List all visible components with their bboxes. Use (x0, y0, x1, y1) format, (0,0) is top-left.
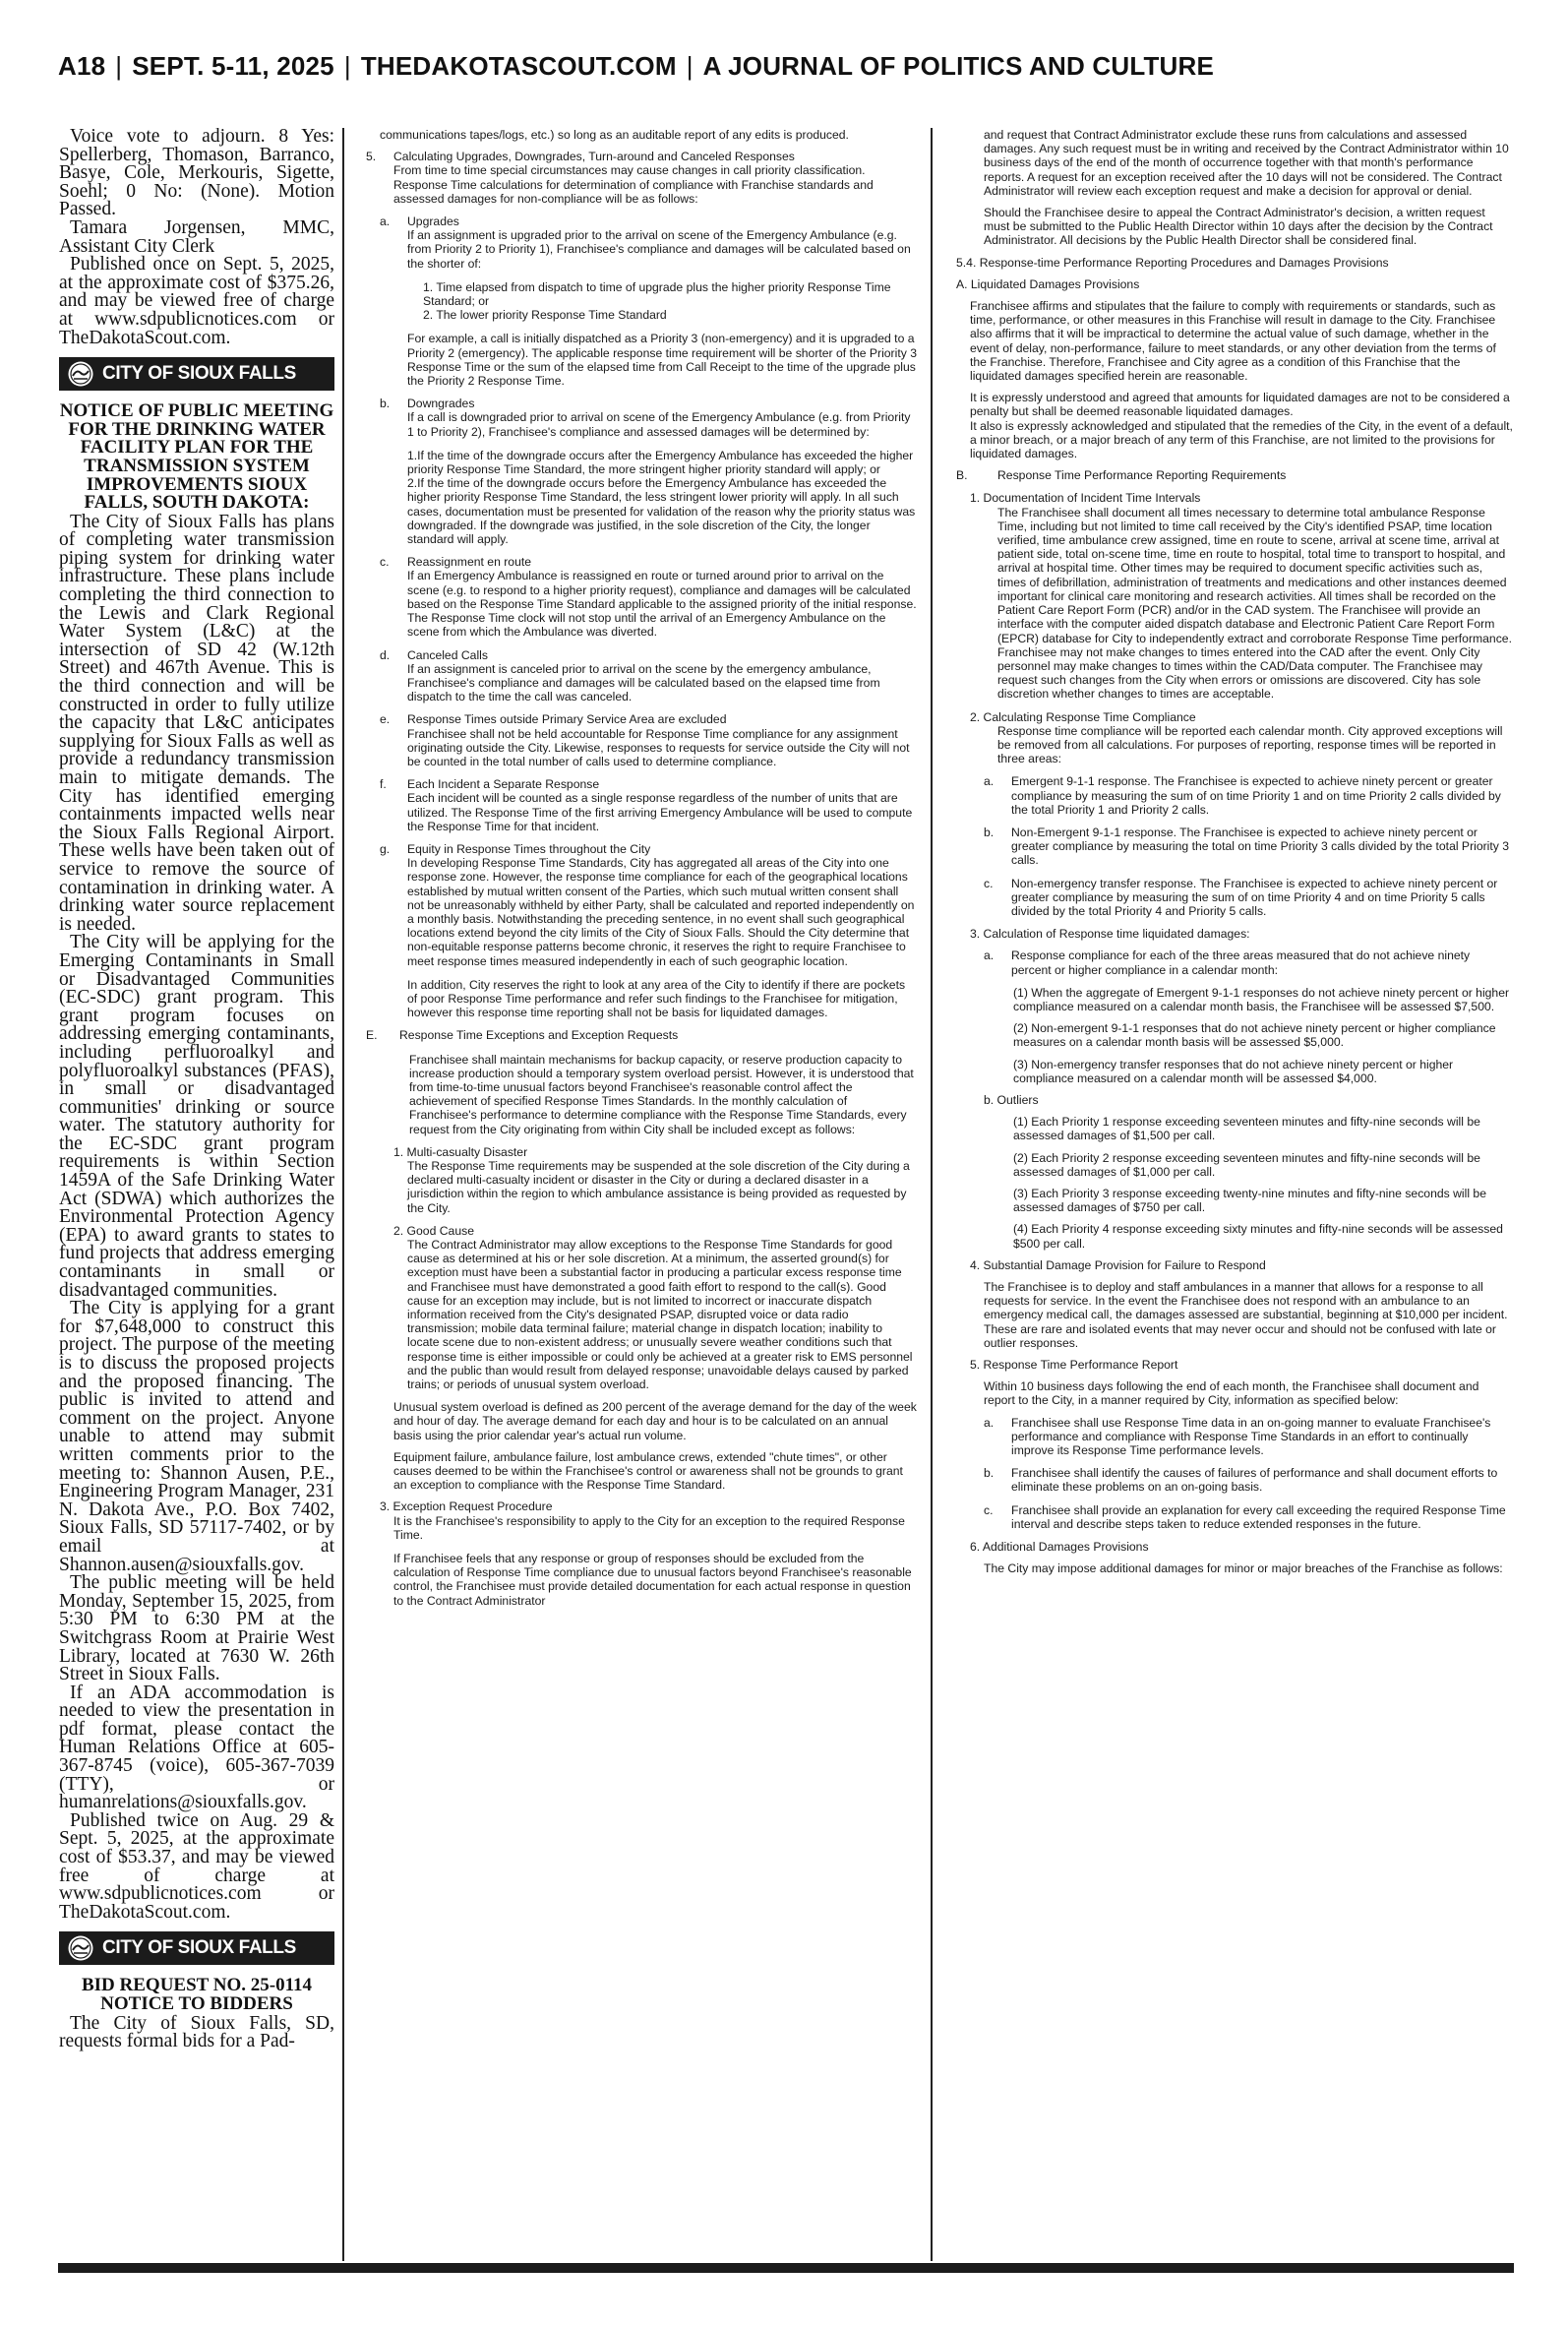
item-title: Each Incident a Separate Response (407, 777, 600, 792)
contract-paragraph: Franchisee affirms and stipulates that the failure to comply with requirements or standards, such as time, performance, or other measures in this Franchise will result in damage to the City. Franchisee also affirms that it will be impractical to determine the actual value of such damage, whether in the event of delay, non-performance, failure to meet standards, or any other deviation from the terms of the Franchise. Therefore, Franchisee and City agree as a condition of this Franchise that the liquidated damages specified herein are reasonable. (970, 299, 1496, 384)
list-item (956, 1466, 1513, 1494)
item-title: Downgrades (407, 397, 475, 411)
item-label: b. (984, 1466, 995, 1481)
list-item: (3) Each Priority 3 response exceeding twenty-nine minutes and fifty-nine seconds will be assessed damages of $750 per call. (1013, 1187, 1486, 1215)
page-footer-rule (58, 2263, 1514, 2273)
item-title: Response Times outside Primary Service Area are excluded (407, 712, 727, 727)
item-body: If an assignment is canceled prior to arrival on the scene by the emergency ambulance, Franchisee's compliance and damages will be calculated based on the elapsed time from dispatch to the time the call was canceled. (407, 661, 880, 704)
item-title: Response Time Exceptions and Exception Requests (399, 1028, 679, 1043)
list-item: 1. Time elapsed from dispatch to time of upgrade plus the higher priority Response Time Standard; or (423, 279, 891, 309)
list-item: 2. The lower priority Response Time Standard (423, 308, 667, 323)
item-label: b. (380, 397, 391, 411)
header-divider: | (686, 51, 694, 81)
item-label: b. (984, 825, 995, 839)
item-body: Response time compliance will be reported each calendar month. City approved exceptions will be removed from all calculations. For purposes of reporting, response times will be reported in three areas: (997, 723, 1503, 766)
item-body: Non-Emergent 9-1-1 response. The Franchisee is expected to achieve ninety percent or greater compliance by measuring the total on time Priority 3 calls divided by the total Priority 3 calls. (1011, 825, 1510, 868)
notice-title: BID REQUEST NO. 25-0114 NOTICE TO BIDDERS (81, 1975, 313, 2014)
item-body: Emergent 9-1-1 response. The Franchisee is expected to achieve ninety percent or greater compliance by measuring the sum of on time Priority 1 and on time Priority 2 calls divided by the total Priority 1 and Priority 2 calls. (1011, 774, 1501, 817)
contract-subsection (366, 1224, 917, 1391)
banner-title: CITY OF SIOUX FALLS (102, 362, 296, 384)
issue-date: SEPT. 5-11, 2025 (132, 51, 334, 81)
item-body: From time to time special circumstances may cause changes in call priority classification. Response Time calculations for determination of compliance with Franchise standards and assessed damages for non-compliance will be as follows: (393, 163, 874, 206)
contract-paragraph: Should the Franchisee desire to appeal the Contract Administrator's decision, a written request must be submitted to the Public Health Director within 10 days after the decision by the Contract Administrator. All decisions by the Public Health Director shall be considered final. (984, 206, 1493, 248)
contract-paragraph: The Franchisee is to deploy and staff ambulances in a manner that allows for a response to all requests for service. In the event the Franchisee does not respond with an ambulance to an emergency medical call, the damages assessed are substantial, beginning at $10,000 per incident. These are rare and isolated events that may never occur and should not be confused with late or outlier responses. (984, 1280, 1508, 1350)
contract-paragraph: and request that Contract Administrator exclude these runs from calculations and assessed damages. Any such request must be in writing and received by the Contract Administrator within 10 business days of the end of the month of occurrence together with that month's performance reports. A request for an exception received after the 10 days will not be considered. The Contract Administrator will review each exception request and make a decision for approval or denial. (984, 128, 1509, 198)
list-item: 1.If the time of the downgrade occurs after the Emergency Ambulance has exceeded the higher priority Response Time Standard, the more stringent higher priority standard will apply; or (407, 448, 914, 477)
notice-paragraph: The City of Sioux Falls, SD, requests formal bids for a Pad- (59, 2012, 334, 2052)
section-heading: 5.4. Response-time Performance Reporting Procedures and Damages Provisions (956, 255, 1389, 270)
city-seal-icon (67, 1934, 94, 1962)
notice-paragraph: The City will be applying for the Emerging Contaminants in Small or Disadvantaged Communities (EC-SDC) grant program. This grant program focuses on addressing emerging contaminants, including perfluoroalkyl and polyfluoroalkyl substances (PFAS), in small or disadvantaged communities' drinking or source water. The statutory authority for the EC-SDC grant program requirements is within Section 1459A of the Safe Drinking Water Act (SDWA) which authorizes the Environmental Protection Agency (EPA) to award grants to states to fund projects that address emerging contaminants in small or disadvantaged communities. (59, 932, 334, 1301)
list-item: (1) Each Priority 1 response exceeding seventeen minutes and fifty-nine seconds will be assessed damages of $1,500 per call. (1013, 1115, 1480, 1143)
page-number: A18 (58, 51, 106, 81)
contract-subsection (366, 214, 917, 388)
item-title: Upgrades (407, 214, 459, 229)
contract-subsection (366, 842, 917, 1019)
item-title: Equity in Response Times throughout the City (407, 841, 651, 856)
contract-subsection (366, 1499, 917, 1607)
item-label: a. (984, 1415, 995, 1430)
item-label: c. (984, 1502, 994, 1517)
item-body: If Franchisee feels that any response or group of responses should be excluded from the calculation of Response Time compliance due to unusual factors beyond Franchisee's reasonable control, the Franchisee must provide detailed documentation for each actual response in question to the Contract Administrator (393, 1552, 912, 1608)
item-body: Response compliance for each of the three areas measured that do not achieve ninety percent or higher compliance in a calendar month: (1011, 948, 1471, 977)
column-rule (342, 128, 344, 2261)
item-label: g. (380, 841, 391, 856)
item-label: a. (380, 214, 391, 229)
contract-subsection (366, 712, 917, 768)
contract-paragraph: Within 10 business days following the end of each month, the Franchisee shall document and report to the City, in a manner required by City, information as specified below: (984, 1379, 1479, 1408)
item-label: f. (380, 777, 387, 792)
item-title: 3. Exception Request Procedure (380, 1499, 553, 1514)
notice-paragraph: Voice vote to adjourn. 8 Yes: Spellerberg, Thomason, Barranco, Basye, Cole, Merkouris, Sigette, Soehl; 0 No: (None). Motion Passed. (59, 128, 334, 220)
contract-column-right (956, 128, 1513, 2263)
header-divider: | (115, 51, 123, 81)
item-title: 2. Good Cause (393, 1223, 474, 1238)
item-body: The Franchisee shall document all times necessary to determine total ambulance Response Time, including but not limited to time call received by the City's identified PSAP, time location verified, time ambulance crew assigned, time en route to scene, arrival at scene time, arrival at patient side, total on-scene time, time en route to hospital, total time to transport to hospital, and arrival at hospital time. Other times may be required to document specific activities such as, times of defibrillation, administration of treatments and medications and other instances deemed important for clinical care monitoring and research activities. All times shall be recorded on the Patient Care Report Form (PCR) and/or in the CAD system. The Franchisee will provide an interface with the computer aided dispatch database and Electronic Patient Care Report Form (EPCR) database for City to independently extract and corroborate Response Time performance. Franchisee may not make changes to times entered into the CAD after the event. Only City personnel may make changes to times within the CAD/Data computer. The Franchisee may request such changes from the City when errors or omissions are discovered. City has sole discretion whether changes to times are acceptable. (997, 505, 1512, 702)
item-body: Each incident will be counted as a single response regardless of the number of units that are utilized. The Response Time of the first arriving Emergency Ambulance will be used to compute the Response Time for that incident. (407, 791, 913, 833)
list-item: (3) Non-emergency transfer responses that do not achieve ninety percent or higher compliance measured on a calendar month will be assessed $4,000. (1013, 1057, 1454, 1085)
item-body: If a call is downgraded prior to arrival on scene of the Emergency Ambulance (e.g. from Priority 1 to Priority 2), Franchisee's compliance and assessed damages will be determined by: (407, 410, 911, 439)
section-banner (59, 1931, 334, 1965)
contract-paragraph: It is expressly understood and agreed that amounts for liquidated damages are not to be considered a penalty but shall be deemed reasonable liquidated damages. (970, 391, 1510, 419)
city-seal-icon (67, 360, 94, 388)
item-label: e. (380, 712, 391, 727)
item-body: Franchisee shall provide an explanation for every call exceeding the required Response Time interval and describe steps taken to reduce extended responses in the future. (1011, 1502, 1506, 1531)
item-body: The Response Time requirements may be suspended at the sole discretion of the City during a declared multi-casualty incident or disaster in the City or during a declared disaster in a jurisdiction within the region to which ambulance assistance is being provided as requested by the City. (407, 1159, 910, 1215)
item-body: In addition, City reserves the right to look at any area of the City to identify if there are pockets of poor Response Time performance and refer such findings to the Franchisee for mitigation, however this response time reporting shall not be basis for liquidated damages. (407, 977, 906, 1020)
page-header (58, 51, 1514, 87)
contract-paragraph: Unusual system overload is defined as 200 percent of the average demand for the day of the week and hour of day. The average demand for each day and hour is to be calculated on an annual basis using the prior calendar year's actual run volume. (393, 1400, 917, 1442)
public-notices-column (59, 128, 334, 2263)
column-rule (931, 128, 933, 2261)
item-body: Non-emergency transfer response. The Franchisee is expected to achieve ninety percent or greater compliance by measuring the sum of on time Priority 4 and on time Priority 5 calls divided by the total Priority 4 and Priority 5 calls. (1011, 876, 1498, 918)
item-title: 1. Documentation of Incident Time Intervals (970, 491, 1201, 506)
item-title: Calculating Upgrades, Downgrades, Turn-around and Canceled Responses (393, 150, 795, 164)
list-item (956, 774, 1513, 817)
item-body: In developing Response Time Standards, City has aggregated all areas of the City into one response zone. However, the response time compliance for each of the geographical locations established by mutual written consent of the Parties, which such mutual written consent shall not be unreasonably withheld by either Party, shall be calculated and reported independently on a monthly basis. Notwithstanding the preceding sentence, in no event shall such geographical locations extend beyond the city limits of the City of Sioux Falls. Should the City determine that non-equitable response patterns become chronic, it reserves the right to require Franchisee to meet response times measured independently in each of such geographic location. (407, 856, 915, 968)
item-title: b. Outliers (984, 1092, 1039, 1107)
item-body: Franchisee shall use Response Time data in an on-going manner to evaluate Franchisee's performance and compliance with Response Time Standards in an effort to continually improve its Response Time performance levels. (1011, 1415, 1491, 1458)
section-heading: 4. Substantial Damage Provision for Failure to Respond (970, 1257, 1266, 1272)
notice-paragraph: The public meeting will be held Monday, September 15, 2025, from 5:30 PM to 6:30 PM at the Switchgrass Room at Prairie West Library, located at 7630 W. 26th Street in Sioux Falls. (59, 1572, 334, 1685)
item-body: Franchisee shall not be held accountable for Response Time compliance for any assignment originating outside the City. Likewise, responses to requests for service outside the City will not be counted in the total number of calls used to determine compliance. (407, 726, 910, 768)
item-title: 2. Calculating Response Time Compliance (970, 709, 1196, 724)
item-label: a. (984, 948, 995, 963)
section-heading: A. Liquidated Damages Provisions (956, 276, 1140, 291)
contract-paragraph: It also is expressly acknowledged and stipulated that the remedies of the City, in the event of a default, a minor breach, or a major breach of any term of this Franchise, are not limited to the provisions for liquidated damages. (970, 418, 1513, 461)
section-heading: 5. Response Time Performance Report (970, 1358, 1178, 1373)
list-item: (2) Each Priority 2 response exceeding seventeen minutes and fifty-nine seconds will be assessed damages of $1,000 per call. (1013, 1150, 1480, 1179)
item-body: Franchisee shall identify the causes of failures of performance and shall document efforts to eliminate these problems on an on-going basis. (1011, 1466, 1498, 1495)
item-body: If an Emergency Ambulance is reassigned en route or turned around prior to arrival on the scene (e.g. to respond to a higher priority request), compliance and damages will be calculated based on the Response Time Standard applicable to the assigned priority of the initial response. The Response Time clock will not stop until the arrival of an Emergency Ambulance on the scene from which the Ambulance was diverted. (407, 569, 917, 640)
item-label: c. (380, 555, 390, 570)
list-item (956, 826, 1513, 868)
item-body: The Contract Administrator may allow exceptions to the Response Time Standards for good cause as determined at his or her sole discretion. At a minimum, the asserted ground(s) for exception must have been a substantial factor in producing a particular excess response time and Franchisee must have demonstrated a good faith effort to respond to the call(s). Good cause for an exception may include, but is not limited to incorrect or inaccurate dispatch information received from the City's designated PSAP, disrupted voice or data radio transmission; mobile data terminal failure; material change in dispatch location; inability to locate scene due to non-existent address; or unusually severe weather conditions such that response time is either impossible or could only be achieved at a greater risk to EMS personnel and the public than would result from delayed response; unavoidable delays caused by parked trains; or periods of unusual system overload. (407, 1238, 913, 1392)
notice-paragraph: The City of Sioux Falls has plans of completing water transmission piping system for drinking water infrastructure. These plans include completing the third connection to the Lewis and Clark Regional Water System (L&C) at the intersection of SD 42 (W.12th Street) and 467th Avenue. This is the third connection and will be constructed in order to fully utilize the capacity that L&C anticipates supplying for Sioux Falls as well as provide a redundancy transmission main to mitigate demands. The City has identified emerging containments impacted wells near the Sioux Falls Regional Airport. These wells have been taken out of service to remove the source of contamination in drinking water. A drinking water source replacement is needed. (59, 511, 334, 935)
item-title: Response Time Performance Reporting Requirements (997, 468, 1287, 483)
notice-title: NOTICE OF PUBLIC MEETING FOR THE DRINKING WATER FACILITY PLAN FOR THE TRANSMISSION SYSTEM IMPROVEMENTS SIOUX FALLS, SOUTH DAKOTA: (59, 400, 334, 514)
list-item: 2.If the time of the downgrade occurs before the Emergency Ambulance has exceeded the higher priority Response Time Standard, the less stringent lower priority will apply. In all such cases, documentation must be presented for validation of the reason why the priority status was downgraded. If the downgrade was justified, in the sole discretion of the City, the longer standard will apply. (407, 476, 916, 547)
site-name: THEDAKOTASCOUT.COM (360, 51, 677, 81)
item-label: B. (956, 468, 968, 483)
contract-subsection (366, 777, 917, 833)
item-body: If an assignment is upgraded prior to the arrival on scene of the Emergency Ambulance (e.g. from Priority 2 to Priority 1), Franchisee's compliance and damages will be calculated based on the shorter of: (407, 228, 911, 271)
list-item (956, 948, 1513, 976)
contract-subsection (366, 555, 917, 639)
list-item (956, 1416, 1513, 1458)
item-label: a. (984, 774, 995, 789)
banner-title: CITY OF SIOUX FALLS (102, 1937, 296, 1959)
contract-column-middle (366, 128, 917, 2263)
section-heading: 6. Additional Damages Provisions (970, 1540, 1149, 1555)
section-heading: 3. Calculation of Response time liquidated damages: (970, 927, 1250, 942)
notice-paragraph: Tamara Jorgensen, MMC, Assistant City Clerk (59, 216, 334, 257)
contract-subsection (366, 397, 917, 546)
item-title: 1. Multi-casualty Disaster (393, 1144, 528, 1159)
item-label: c. (984, 876, 994, 890)
item-title: Reassignment en route (407, 555, 532, 570)
item-body: Franchisee shall maintain mechanisms for backup capacity, or reserve production capacity to increase production should a temporary system overload persist. However, it is understood that from time-to-time unusual factors beyond Franchisee's reasonable control affect the achievement of specified Response Times Standards. In the monthly calculation of Franchisee's performance to determine compliance with the Response Time Standards, every request from the City originating from within City shall be included except as follows: (409, 1052, 914, 1136)
contract-paragraph: The City may impose additional damages for minor or major breaches of the Franchise as follows: (984, 1561, 1503, 1576)
contract-subsection (366, 648, 917, 704)
item-label: d. (380, 647, 391, 662)
item-body: For example, a call is initially dispatched as a Priority 3 (non-emergency) and it is upgraded to a Priority 2 (emergency). The applicable response time requirement will be shorter of the Priority 3 Response Time or the sum of the elapsed time from Call Receipt to the time of the upgrade plus the Priority 2 Response Time. (407, 332, 917, 389)
contract-paragraph: communications tapes/logs, etc.) so long as an auditable report of any edits is produced. (380, 128, 849, 142)
notice-paragraph: If an ADA accommodation is needed to view the presentation in pdf format, please contact the Human Relations Office at 605-367-8745 (voice), 605-367-7039 (TTY), or humanrelations@siouxfalls.gov. (59, 1682, 334, 1813)
notice-paragraph: Published once on Sept. 5, 2025, at the approximate cost of $375.26, and may be viewed free of charge at www.sdpublicnotices.com or TheDakotaScout.com. (59, 254, 334, 348)
item-label: 5. (366, 150, 377, 164)
item-label: E. (366, 1028, 378, 1043)
contract-subsection (956, 491, 1513, 701)
list-item (956, 877, 1513, 919)
list-item: (1) When the aggregate of Emergent 9-1-1 responses do not achieve ninety percent or higher compliance measured on a calendar month basis, the Franchisee will be assessed $7,500. (1013, 985, 1510, 1013)
contract-section (956, 468, 1513, 482)
list-item: (2) Non-emergent 9-1-1 responses that do not achieve ninety percent or higher compliance measures on a calendar month basis will be assessed $5,000. (1013, 1021, 1496, 1050)
notice-paragraph: The City is applying for a grant for $7,648,000 to construct this project. The purpose of the meeting is to discuss the proposed projects and the proposed financing. The public is invited to attend and comment on the project. Anyone unable to attend may submit written comments prior to the meeting to: Shannon Ausen, P.E., Engineering Program Manager, 231 N. Dakota Ave., P.O. Box 7402, Sioux Falls, SD 57117-7402, or by email at Shannon.ausen@siouxfalls.gov. (59, 1298, 334, 1575)
contract-section (366, 150, 917, 206)
item-title: Canceled Calls (407, 647, 488, 662)
header-divider: | (343, 51, 351, 81)
list-item (956, 1503, 1513, 1531)
tagline: A JOURNAL OF POLITICS AND CULTURE (702, 51, 1215, 81)
notice-paragraph: Published twice on Aug. 29 & Sept. 5, 2025, at the approximate cost of $53.37, and may be viewed free of charge at www.sdpublicnotices.com or TheDakotaScout.com. (59, 1809, 334, 1923)
contract-subsection (366, 1145, 917, 1215)
contract-paragraph: Equipment failure, ambulance failure, lost ambulance crews, extended "chute times", or other causes deemed to be within the Franchisee's control or awareness shall not be grounds to grant an exception to compliance with the Response Time Standard. (393, 1449, 903, 1493)
list-item: (4) Each Priority 4 response exceeding sixty minutes and fifty-nine seconds will be assessed $500 per call. (1013, 1222, 1503, 1251)
section-banner (59, 357, 334, 391)
item-body: It is the Franchisee's responsibility to apply to the City for an exception to the required Response Time. (393, 1513, 905, 1542)
contract-section (366, 1028, 917, 1135)
contract-subsection (956, 710, 1513, 766)
